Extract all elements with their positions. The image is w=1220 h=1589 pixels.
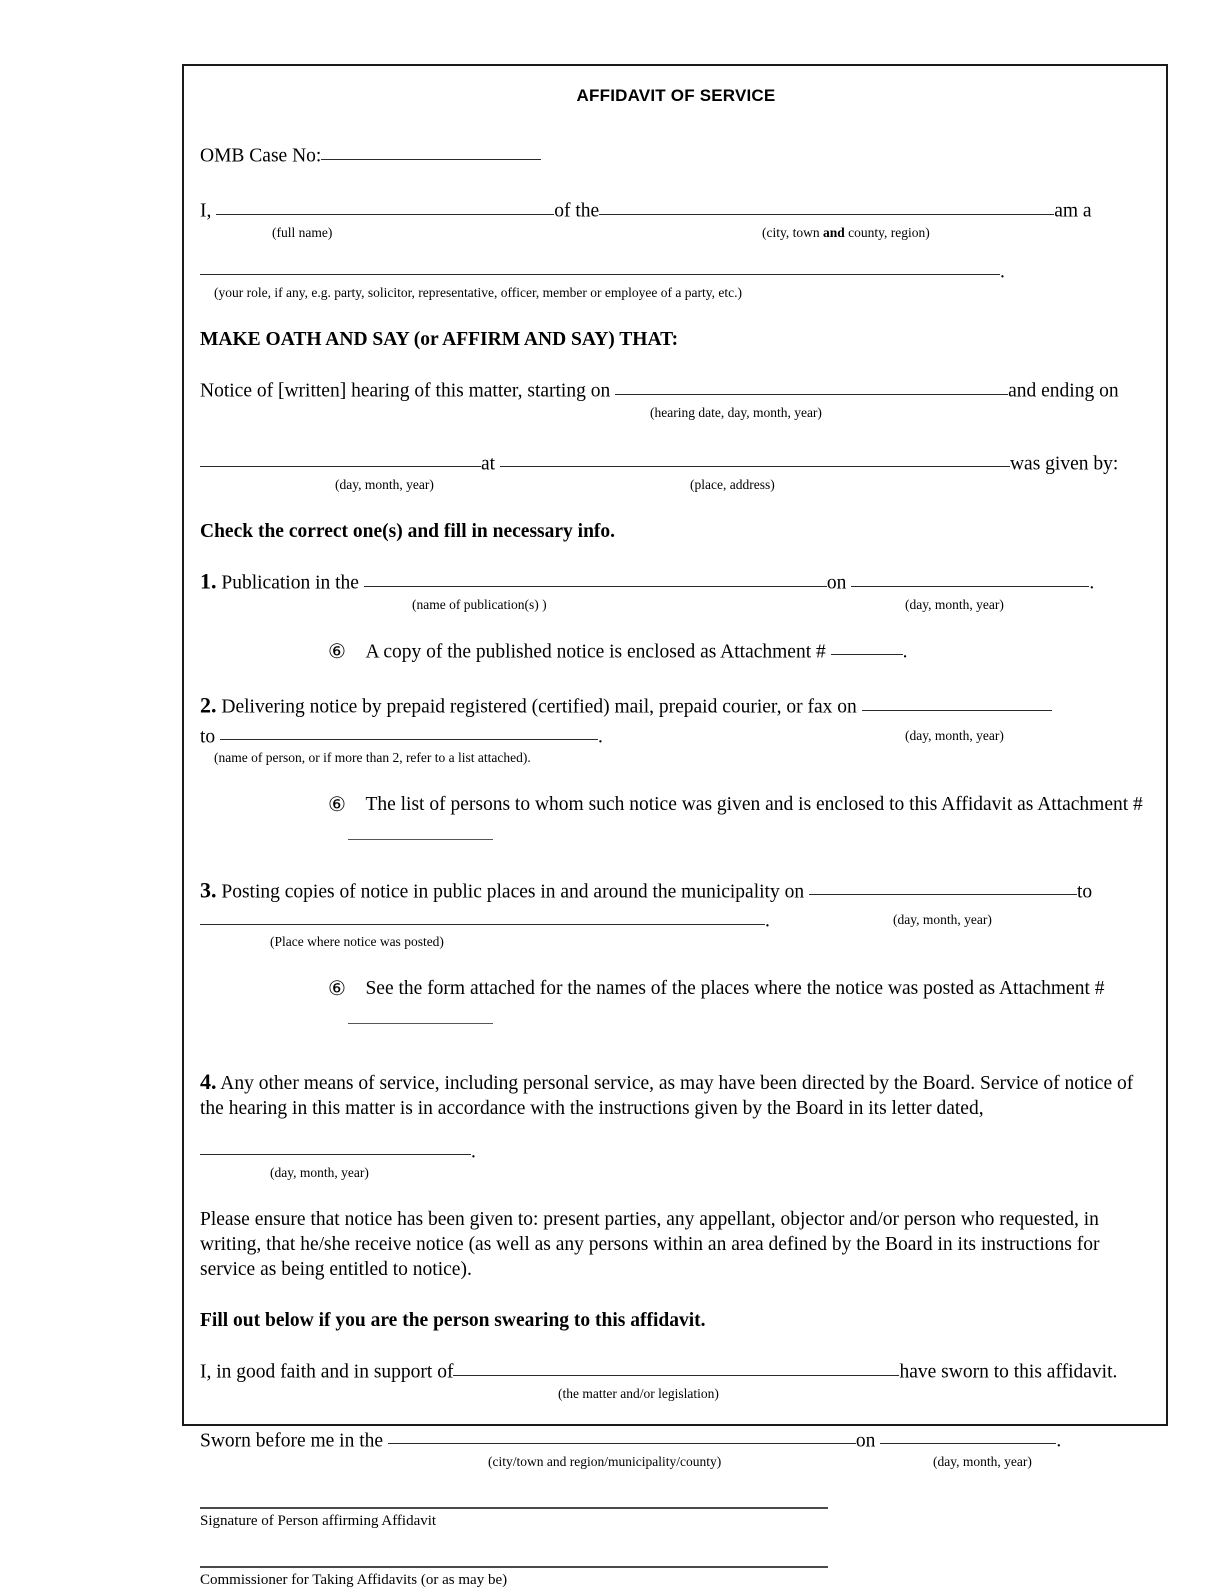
caption-sworn-city: (city/town and region/municipality/county) [488,1454,722,1470]
item-3-check-row[interactable] [328,977,1152,1002]
document-body [200,76,1152,1589]
sworn-support-post: have sworn to this affidavit. [899,1361,1118,1383]
caption-board-letter-date: (day, month, year) [270,1165,369,1181]
attachment-number-blank-2[interactable] [348,820,493,840]
caption-hearing-date: (hearing date, day, month, year) [650,404,822,420]
at-label: at [481,453,500,475]
sworn-before-pre: Sworn before me in the [200,1430,388,1452]
posting-date-blank[interactable] [809,876,1077,896]
item-4-text: Any other means of service, including personal service, as may have been directed by the Board. Service of notice of the hearing in this matter is in accordance with the instructions given by the Board in its letter dated, [200,1072,1134,1119]
item-2-row [200,691,1152,720]
affiant-identity-row [200,195,1152,224]
notice-hearing-caption-row [200,405,1152,422]
caption-full-name: (full name) [272,224,333,240]
notice-hearing-text-post: and ending on [1008,380,1119,402]
item-2-caption-row [200,728,1152,767]
notice-place-caption-row [200,477,1152,494]
caption-publication-date: (day, month, year) [905,596,1004,612]
item-1-number: 1. [200,568,217,594]
am-a-label: am a [1054,200,1092,222]
publication-name-blank[interactable] [364,567,827,587]
signature-line-affiant[interactable] [200,1507,828,1509]
omb-case-no-blank[interactable] [321,140,541,160]
item-3-text-pre: Posting copies of notice in public places in and around the municipality on [216,881,809,903]
affiant-role-caption-row [200,285,1152,302]
item-3-text-end: . [765,910,770,932]
item-4-row [200,1068,1152,1122]
hearing-start-date-blank[interactable] [615,375,1008,395]
posting-place-blank[interactable] [200,905,765,925]
item-2-check-text: The list of persons to whom such notice was given and is enclosed to this Affidavit as Attachment # [365,794,1143,816]
item-4-caption-row [200,1165,1152,1182]
item-2-text-pre: Delivering notice by prepaid registered (certified) mail, prepaid courier, or fax on [216,696,862,718]
place-address-blank[interactable] [500,448,1010,468]
item-1-text-mid: on [826,572,847,594]
city-town-county-blank[interactable] [599,195,1054,215]
item-4-text-end: . [471,1141,476,1163]
item-2-text-end: . [598,726,603,748]
item-1-row [200,567,1152,596]
sworn-date-blank[interactable] [880,1425,1056,1445]
role-blank[interactable] [200,256,1000,276]
caption-posting-date: (day, month, year) [893,912,992,928]
full-name-blank[interactable] [216,195,554,215]
item-3-to-label: to [1076,881,1093,903]
sworn-city-blank[interactable] [388,1425,856,1445]
circled-six-icon[interactable]: ⑥ [328,639,346,664]
item-1-check-row[interactable] [328,636,1152,665]
caption-place-address: (place, address) [690,477,775,493]
signature-label-commissioner: Commissioner for Taking Affidavits (or as may be) [200,1572,508,1589]
delivery-date-blank[interactable] [862,691,1052,711]
affiant-role-row [200,256,1152,285]
attachment-number-blank-3[interactable] [348,1004,493,1024]
circled-six-icon[interactable]: ⑥ [328,976,346,1001]
caption-delivery-date: (day, month, year) [905,728,1004,744]
omb-case-no-label: OMB Case No: [200,145,322,167]
signature-line-commissioner[interactable] [200,1566,828,1568]
caption-person-name: (name of person, or if more than 2, refer to a list attached). [214,750,531,766]
fill-out-heading: Fill out below if you are the person swearing to this affidavit. [200,1310,706,1332]
item-1-check-text-post: . [902,641,908,663]
caption-matter-legislation: (the matter and/or legislation) [558,1385,719,1401]
item-4-number: 4. [200,1068,217,1094]
caption-role: (your role, if any, e.g. party, solicitor, representative, officer, member or employee of a party, etc.) [214,285,742,301]
item-1-text-end: . [1089,572,1095,594]
was-given-by-label: was given by: [1009,453,1119,475]
item-1-text-pre: Publication in the [216,572,364,594]
item-2-check-row[interactable] [328,793,1152,818]
item-3-check-text: See the form attached for the names of the places where the notice was posted as Attachment # [365,978,1105,1000]
caption-posting-place: (Place where notice was posted) [270,934,444,950]
item-3-row-2 [200,905,1152,934]
please-ensure-paragraph: Please ensure that notice has been given to: present parties, any appellant, objector and/or person who requested, in writing, that he/she receive notice (as well as any persons within an area defined by the Board in its instructions for service as being entitled to notice). [200,1209,1100,1281]
person-name-blank[interactable] [220,721,598,741]
matter-legislation-blank[interactable] [453,1356,899,1376]
circled-six-icon[interactable]: ⑥ [328,792,346,817]
sworn-support-caption-row [200,1386,1152,1403]
item-2-row-2 [200,721,1152,750]
of-the-label: of the [554,200,600,222]
item-3-number: 3. [200,877,217,903]
item-1-check-text-pre: A copy of the published notice is enclosed as Attachment # [365,641,831,663]
omb-case-no-row [200,140,1152,169]
board-letter-date-blank[interactable] [200,1136,471,1156]
signature-label-affiant: Signature of Person affirming Affidavit [200,1513,437,1530]
notice-hearing-row [200,375,1152,404]
publication-date-blank[interactable] [851,567,1089,587]
item-2-number: 2. [200,692,217,718]
sworn-on-label: on [855,1430,876,1452]
sworn-support-row [200,1356,1152,1385]
sworn-before-caption-row [200,1454,1152,1471]
check-instructions-heading: Check the correct one(s) and fill in necessary info. [200,521,616,543]
caption-city-town-county: (city, town and county, region) [762,224,930,240]
caption-sworn-date: (day, month, year) [933,1454,1032,1470]
notice-hearing-text-pre: Notice of [written] hearing of this matter, starting on [200,380,616,402]
hearing-end-date-blank[interactable] [200,448,481,468]
item-3-caption-row [200,912,1152,951]
caption-publication-name: (name of publication(s) ) [412,596,547,612]
item-1-caption-row [200,597,1152,614]
i-label: I, [200,200,217,222]
item-2-to-label: to [200,726,221,748]
document-page [182,64,1168,1589]
sworn-period: . [1056,1430,1062,1452]
item-4-date-row [200,1136,1152,1165]
item-3-attachment-row [348,1004,1152,1033]
item-2-attachment-row [348,820,1152,849]
role-period: . [1000,261,1005,283]
oath-heading: MAKE OATH AND SAY (or AFFIRM AND SAY) THAT: [200,329,679,351]
sworn-before-row [200,1425,1152,1454]
caption-day-month-year-1: (day, month, year) [335,477,434,493]
signature-block-affiant [200,1507,1152,1530]
page-title: AFFIDAVIT OF SERVICE [576,86,776,105]
affiant-identity-captions [200,225,1152,242]
notice-place-row [200,448,1152,477]
signature-block-commissioner [200,1566,1152,1589]
item-3-row [200,876,1152,905]
sworn-support-pre: I, in good faith and in support of [200,1361,454,1383]
attachment-number-blank-1[interactable] [831,636,903,656]
